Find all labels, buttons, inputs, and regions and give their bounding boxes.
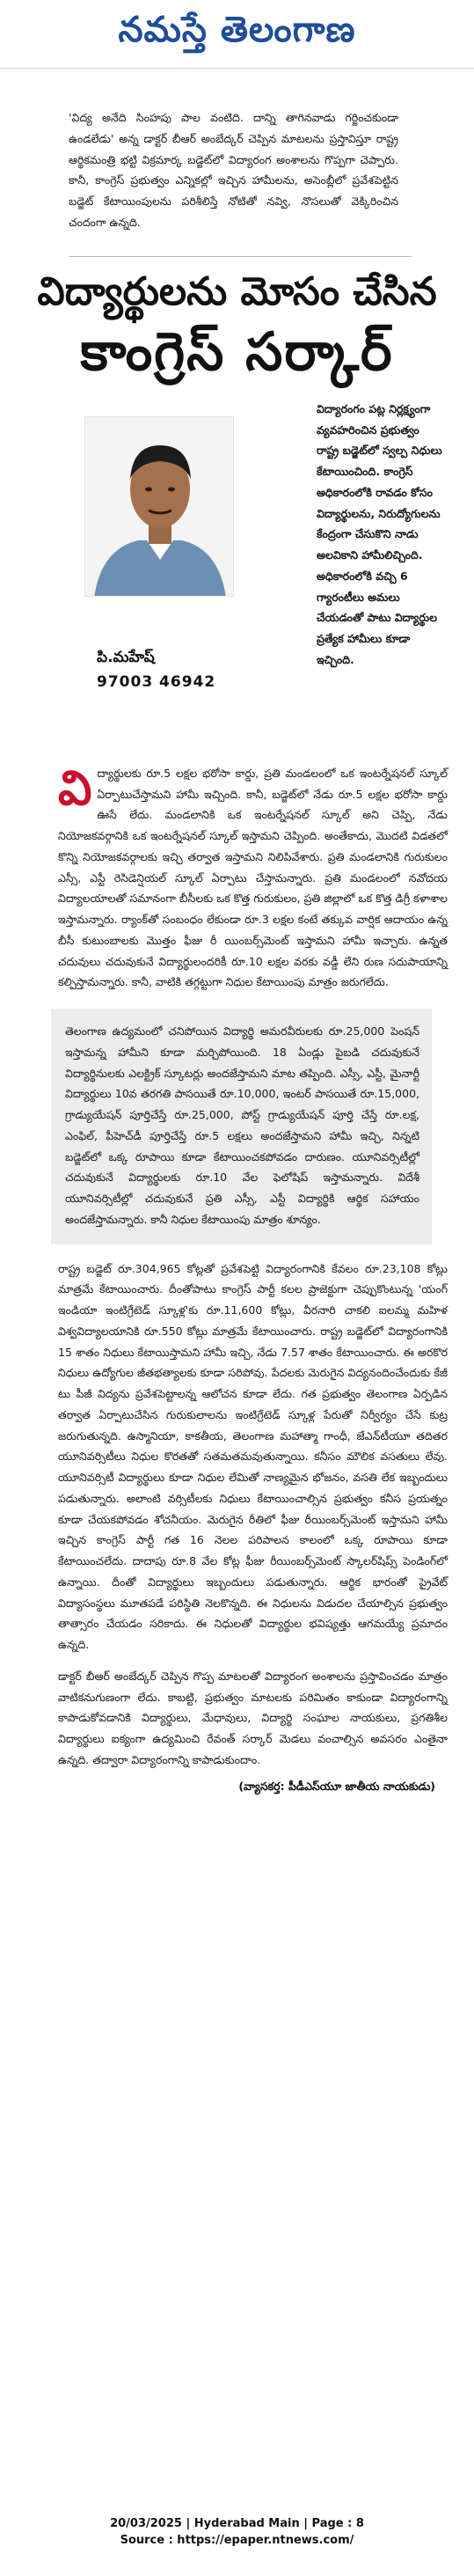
sidebar-highlight: విద్యారంగం పట్ల నిర్లక్ష్యంగా వ్యవహరించిన ప్రభుత్వం రాష్ట్ర బడ్జెట్‌లో స్వల్ప నిధులు కేటాయించింది. కాంగ్రెస్ అధికారంలోకి రావడం కోసం విద్యార్థులను, నిరుద్యోగులను కేంద్రంగా చేసుకొని నాడు అలవికాని హామీలిచ్చింది. అధికారంలోకి వచ్చి 6 గ్యారంటీలు అమలు చేయడంతో పాటు విద్యార్థుల ప్రత్యేక హామీలు కూడా ఇచ్చింది.	[317, 401, 442, 666]
author-photo	[84, 416, 234, 597]
shaded-paragraph: తెలంగాణ ఉద్యమంలో చనిపోయిన విద్యార్థి అమరవీరులకు రూ.25,000 పెంషన్ ఇస్తామన్న హామీని కూడా మర్చిపోయింది. 18 ఏండ్లు పైబడి చదువుకునే విద్యార్థినులకు ఎలక్ట్రిక్ స్కూటర్లు అందజేస్తామని మాట తప్పింది. ఎస్సీ, ఎస్టీ, మైనార్టీ విద్యార్థులు 10వ తరగతి పాసయితే రూ.10,000, ఇంటర్ పాసయితే రూ.15,000, గ్రాడ్యుయేషన్ పూర్తిచేస్తే రూ.25,000, పోస్ట్ గ్రాడ్యుయేషన్ పూర్తి చేస్తే రూ.లక్ష, ఎంఫిల్, పీహెచ్‌డీ పూర్తిచేస్తే రూ.5 లక్షలు అందజేస్తామని హామీ ఇచ్చి, నిన్నటి బడ్జెట్‌లో ఒక్క రూపాయి కూడా కేటాయించకపోవడం దారుణం. యూనివర్సిటీల్లో చదువుకునే విద్యార్థులకు రూ.10 వేల ఫెలోషిప్ ఇస్తామన్నారు. విదేశీ యూనివర్సిటీల్లో చదువుకునే ప్రతి ఎస్సీ, ఎస్టీ విద్యార్థికి ఆర్థిక సహాయం అందజేస్తామన్నారు. కానీ నిధుల కేటాయింపు మాత్రం శూన్యం.	[65, 1024, 419, 1226]
author-note: (వ్యాసకర్త: పీడీఎస్‌యూ జాతీయ నాయకుడు)	[238, 1779, 435, 1793]
headline-line-2: కాంగ్రెస్ సర్కార్	[80, 320, 394, 383]
body-paragraph-1-text: ద్యార్థులకు రూ.5 లక్షల భరోసా కార్డు, ప్రతి మండలంలో ఒక ఇంటర్నేషనల్ స్కూల్ ఏర్పాటుచేస్తామని హామీ ఇచ్చింది. కానీ, బడ్జెట్‌లో నేడు రూ.5 లక్షల భరోసా కార్డు ఊసే లేదు. మండలానికి ఒక ఇంటర్నేషనల్ స్కూల్ అని చెప్పి, నేడు నియోజకవర్గానికి ఒక ఇంటర్నేషనల్ స్కూల్ ఇస్తామని చెప్పింది. అంతేకాదు, మొదటి విడతలో కొన్ని నియోజకవర్గాలకు ఇచ్చి తర్వాత ఇస్తామని నిలిపివేశారు. ప్రతి మండలానికి గురుకులం ఎస్సీ, ఎస్టీ రెసిడెన్షియల్ స్కూల్ ఏర్పాటు చేస్తామన్నారు. ప్రతి మండలంలో నవోదయ విద్యాలయాలతో సమానంగా బీసీలకు ఒక కొత్త గురుకులం, ప్రతి జిల్లాలో ఒక కొత్త డిగ్రీ కళాశాల ఇస్తామన్నారు. ర్యాంక్‌తో సంబంధం లేకుండా రూ.3 లక్షల కంటే తక్కువ వార్షిక ఆదాయం ఉన్న బీసీ కుటుంబాలకు మొత్తం ఫీజు రీ యింబర్స్‌మెంట్ ఇస్తామని హామీ ఇచ్చారు. ఉన్నత చదువులు చదువుకునే విద్యార్థులందరికీ రూ.10 లక్షల వరకు వడ్డీ లేని రుణ సదుపాయాన్ని కల్పిస్తామన్నారు. కానీ, వాటికి తగ్గట్టుగా నిధుల కేటాయింపు మాత్రం జరుగలేదు.	[58, 766, 448, 989]
intro-section	[0, 69, 474, 257]
author-portrait-icon	[85, 417, 234, 597]
page-footer	[0, 2517, 474, 2547]
author-section	[0, 399, 474, 760]
footer-source: Source : https://epaper.ntnews.com/	[120, 2534, 354, 2547]
body-paragraph-1	[58, 759, 448, 993]
body-paragraph-3: డాక్టర్ బీఆర్ అంబేద్కర్ చెప్పిన గొప్ప మాటలతో విద్యారంగ అంశాలను ప్రస్తావించడం మాత్రం వాటికనుగుణంగా లేదు. కాబట్టి, ప్రభుత్వం మాటలకు పరిమితం కాకుండా విద్యారంగాన్ని కాపాడుకోవడానికి విద్యార్థులు, మేధావులు, విద్యార్థి సంఘాల నాయకులు, ప్రగతిశీల విద్యార్థులు ఐక్యంగా ఉద్యమించి రేవంత్ సర్కార్ మెడలు వంచాల్సిన అవసరం ఎంతైనా ఉన్నది. తద్వారా విద్యారంగాన్ని కాపాడుకుందాం.	[58, 1669, 448, 1766]
footer-date-edition: 20/03/2025 | Hyderabad Main | Page : 8	[110, 2517, 364, 2530]
masthead-title: నమస్తే తెలంగాణ	[118, 9, 356, 50]
drop-cap: వి	[58, 759, 92, 816]
masthead	[0, 0, 474, 69]
article-body	[0, 760, 474, 1796]
headline	[0, 266, 474, 386]
intro-paragraph: 'విద్య అనేది సింహపు పాల వంటిది. దాన్ని తాగినవాడు గర్జించకుండా ఉండలేడు' అన్న డాక్టర్ బీఆర్ అంబేద్కర్ చెప్పిన మాటలను ప్రస్తావిస్తూ రాష్ట్ర ఆర్థికమంత్రి భట్టి విక్రమార్క బడ్జెట్‌లో విద్యారంగ అంశాలను గొప్పగా చెప్పారు. కానీ, కాంగ్రెస్ ప్రభుత్వం ఎన్నికల్లో ఇచ్చిన హామీలను, అసెంబ్లీలో ప్రవేశపెట్టిన బడ్జెట్ కేటాయింపులను పరిశీలిస్తే నోటితో నవ్వి, నొసలుతో వెక్కిరించిన చందంగా ఉన్నది.	[69, 111, 398, 229]
author-name: పి.మహేష్	[97, 648, 155, 666]
intro-divider	[69, 256, 412, 257]
body-paragraph-2: రాష్ట్ర బడ్జెట్ రూ.304,965 కోట్లతో ప్రవేశపెట్టి విద్యారంగానికి కేవలం రూ.23,108 కోట్లు మాత్రమే కేటాయించారు. దీంతోపాటు కాంగ్రెస్ పార్టీ కలల ప్రాజెక్టుగా చెప్పుకొంటున్న 'యంగ్ ఇండియా ఇంటిగ్రేటెడ్ స్కూళ్ల'కు రూ.11,600 కోట్లు, వీరనారి చాకలి ఐలమ్మ మహిళ విశ్వవిద్యాలయానికి రూ.550 కోట్లు మాత్రమే కేటాయించారు. రాష్ట్ర బడ్జెట్‌లో విద్యారంగానికి 15 శాతం నిధులు కేటాయిస్తామని హామీ ఇచ్చి, నేడు 7.57 శాతం కేటాయించారు. ఈ అరకొర నిధులు ఉద్యోగుల జీతభత్యాలకు కూడా సరిపోవు. పేదలకు మెరుగైన విద్యనందించేందుకు కేజీ టు పీజీ విద్యను ప్రవేశపెట్టాలన్న ఆలోచన కూడా లేదు. గత ప్రభుత్వం తెలంగాణ ఏర్పడిన తర్వాత ఏర్పాటుచేసిన గురుకులాలను ఇంటిగ్రేటెడ్ స్కూళ్ల పేరుతో నిర్వీర్యం చేసే కుట్ర జరుగుతున్నది. ఉస్మానియా, కాకతీయ, తెలంగాణ మహాత్మా గాంధీ, జేఎన్‌టీయూ తదితర యూనివర్సిటీలు నిధుల కొరతతో సతమతమవుతున్నాయి. కనీసం మౌలిక వసతులు లేవు. యూనివర్సిటీ విద్యార్థులు కూడా నిధుల లేమితో నాణ్యమైన భోజనం, వసతి లేక ఇబ్బందులు పడుతున్నారు. అలాంటి వర్సిటీలకు నిధులు కేటాయించాల్సిన ప్రభుత్వం కనీస ప్రయత్నం కూడా చేయకపోవడం శోచనీయం. మెరుగైన రీతిలో ఫీజు రీయింబర్స్‌మెంట్ ఇస్తామని హామీ ఇచ్చిన కాంగ్రెస్ పార్టీ గత 16 నెలల పరిపాలన కాలంలో ఒక్క రూపాయి కూడా కేటాయించలేదు. దాదాపు రూ.8 వేల కోట్ల ఫీజు రీయింబర్స్‌మెంట్ స్కాలర్‌షిప్స్ పెండింగ్‌లో ఉన్నాయి. దీంతో విద్యార్థులు ఇబ్బందులు పడుతున్నారు. ఆర్థిక భారంతో ప్రైవేట్ విద్యాసంస్థలు మూతపడే పరిస్థితి నెలకొన్నది. ఈ నిధులను విడుదల చేయాల్సిన ప్రభుత్వం తాత్సారం చేయడం సరికాదు. ఈ నిధులతో విద్యార్థుల భవిష్యత్తు ఆగమయ్యే ప్రమాదం ఉన్నది.	[58, 1261, 448, 1652]
headline-line-1: విద్యార్థులను మోసం చేసిన	[37, 268, 437, 314]
author-phone: 97003 46942	[97, 672, 216, 691]
shaded-box	[51, 1009, 432, 1244]
